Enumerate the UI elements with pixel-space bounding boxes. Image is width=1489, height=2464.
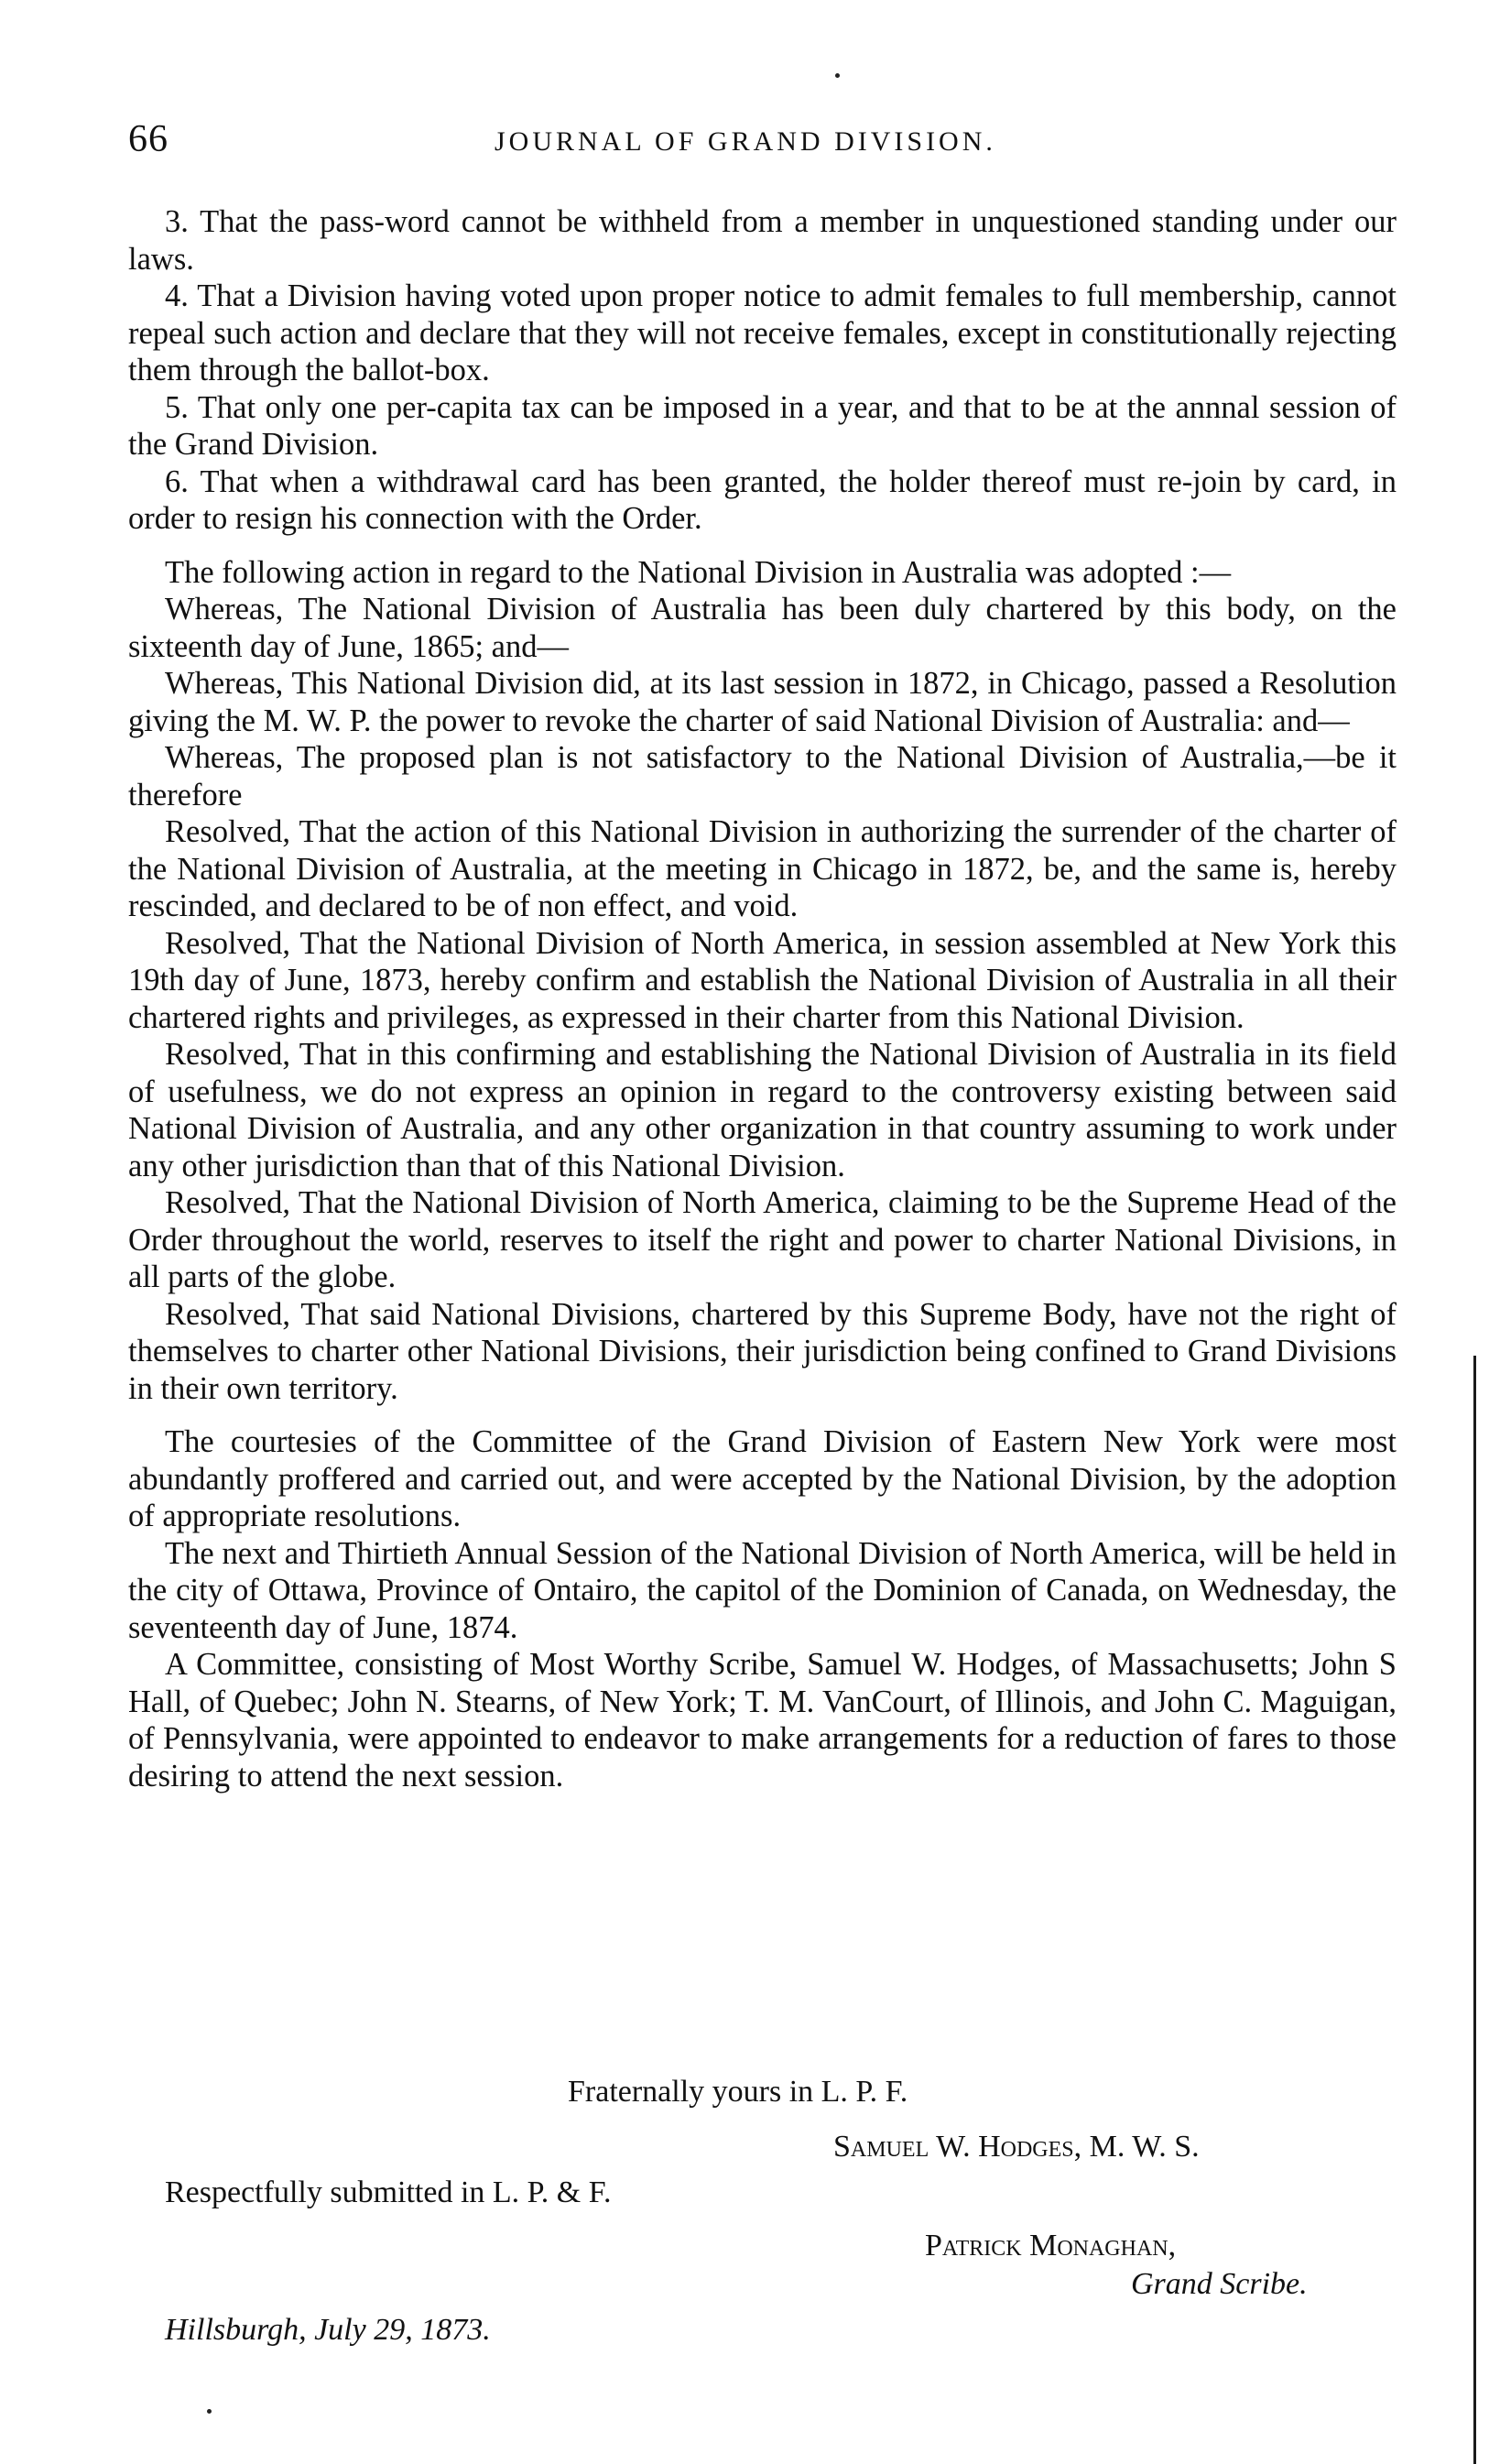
ruling-paragraph: 6. That when a withdrawal card has been granted, the holder thereof must re-join by card, in order to resign his connection with the Order. xyxy=(128,463,1397,536)
signer-title: Grand Scribe. xyxy=(1131,2267,1308,2301)
resolved-paragraph: Resolved, That the National Division of North America, claiming to be the Supreme Head of the Order throughout the world, reserves to itself the right and power to charter National Divisions, in all parts of the globe. xyxy=(128,1185,1397,1294)
ruling-paragraph: 5. That only one per-capita tax can be imposed in a year, and that to be at the annnal session of the Grand Division. xyxy=(128,389,1397,462)
signer-hodges: Samuel W. Hodges, M. W. S. xyxy=(833,2130,1200,2164)
body-text xyxy=(128,203,1397,1794)
whereas-paragraph: Whereas, The proposed plan is not satisfactory to the National Division of Australia,—be it therefore xyxy=(128,740,1397,812)
running-head: JOURNAL OF GRAND DIVISION. xyxy=(495,126,996,157)
ruling-paragraph: 3. That the pass-word cannot be withheld from a member in unquestioned standing under our laws. xyxy=(128,204,1397,277)
resolved-paragraph: Resolved, That said National Divisions, chartered by this Supreme Body, have not the right of themselves to charter other National Divisions, their jurisdiction being confined to Grand Divisions in their own territory. xyxy=(128,1296,1397,1406)
place-date: Hillsburgh, July 29, 1873. xyxy=(165,2313,491,2347)
committee-paragraph: A Committee, consisting of Most Worthy Scribe, Samuel W. Hodges, of Massachusetts; John S Hall, of Quebec; John N. Stearns, of New York; T. M. VanCourt, of Illinois, and John C. Maguigan, of Pennsylvania, were appointed to endeavor to make arrangements for a reduction of fares to those desiring to attend the next session. xyxy=(128,1647,1397,1793)
intro-paragraph: The following action in regard to the National Division in Australia was adopted :— xyxy=(165,554,1232,590)
whereas-paragraph: Whereas, The National Division of Australia has been duly chartered by this body, on the sixteenth day of June, 1865; and— xyxy=(128,592,1397,664)
whereas-paragraph: Whereas, This National Division did, at its last session in 1872, in Chicago, passed a Resolution giving the M. W. P. the power to revoke the charter of said National Division of Australia: and— xyxy=(128,666,1397,738)
resolved-paragraph: Resolved, That the action of this National Division in authorizing the surrender of the charter of the National Division of Australia, at the meeting in Chicago in 1872, be, and the same is, hereby rescinded, and declared to be of non effect, and void. xyxy=(128,814,1397,923)
speck-mark xyxy=(207,2409,212,2414)
fraternally-line: Fraternally yours in L. P. F. xyxy=(568,2075,908,2109)
closing-block xyxy=(128,2075,1397,2350)
resolved-paragraph: Resolved, That in this confirming and establishing the National Division of Australia in its field of usefulness, we do not express an opinion in regard to the controversy existing between said National Division of Australia, and any other organization in that country assuming to work under any other jurisdiction than that of this National Division. xyxy=(128,1037,1397,1183)
courtesies-paragraph: The courtesies of the Committee of the Grand Division of Eastern New York were most abundantly proffered and carried out, and were accepted by the National Division, by the adoption of appropriate resolutions. xyxy=(128,1424,1397,1533)
signer-monaghan: Patrick Monaghan, xyxy=(925,2229,1177,2262)
page-number: 66 xyxy=(128,118,168,160)
scan-edge-rule xyxy=(1473,1356,1476,2464)
respectfully-line: Respectfully submitted in L. P. & F. xyxy=(165,2175,612,2209)
ruling-paragraph: 4. That a Division having voted upon proper notice to admit females to full membership, cannot repeal such action and declare that they will not receive females, except in constitutionally rejecting them through the ballot-box. xyxy=(128,278,1397,387)
speck-mark xyxy=(835,73,840,78)
resolved-paragraph: Resolved, That the National Division of North America, in session assembled at New York this 19th day of June, 1873, hereby confirm and establish the National Division of Australia in all their chartered rights and privileges, as expressed in their charter from this National Division. xyxy=(128,925,1397,1035)
page-header xyxy=(128,117,1392,172)
next-session-paragraph: The next and Thirtieth Annual Session of the National Division of North America, will be held in the city of Ottawa, Province of Ontairo, the capitol of the Dominion of Canada, on Wednesday, the seventeenth day of June, 1874. xyxy=(128,1535,1397,1645)
